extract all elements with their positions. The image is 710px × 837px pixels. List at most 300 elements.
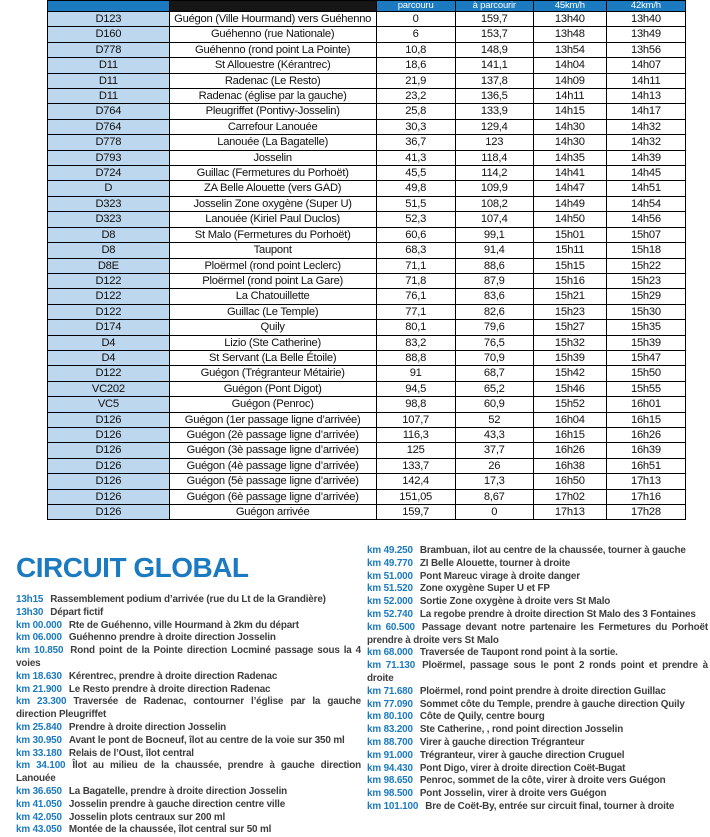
eta-45kmh-cell: 14h30 bbox=[533, 119, 606, 134]
km-marker-label: km 21.900 bbox=[16, 683, 62, 695]
road-code-cell: D126 bbox=[48, 412, 170, 427]
km-a-parcourir-cell: 79,6 bbox=[455, 320, 533, 335]
road-code-cell: D bbox=[48, 181, 170, 196]
km-marker-label: km 51.000 bbox=[367, 570, 413, 582]
circuit-note-item bbox=[367, 724, 708, 737]
eta-42kmh-cell: 15h29 bbox=[606, 289, 685, 304]
table-row bbox=[48, 258, 686, 273]
km-a-parcourir-cell: 68,7 bbox=[455, 366, 533, 381]
note-text: Kérentrec, prendre à droite direction Radenac bbox=[68, 670, 278, 682]
note-text: Rte de Guéhenno, ville Hourmand à 2km du départ bbox=[68, 619, 299, 631]
note-text: Penroc, sommet de la côte, virer à droite vers Guégon bbox=[419, 775, 666, 787]
road-code-cell: D126 bbox=[48, 443, 170, 458]
table-row bbox=[48, 366, 686, 381]
note-text: Trégranteur, virer à gauche direction Cruguel bbox=[419, 749, 625, 761]
location-cell: Ploërmel (rond point La Gare) bbox=[169, 273, 376, 288]
table-row bbox=[48, 381, 686, 396]
circuit-note-item bbox=[367, 609, 708, 622]
note-text: Pont Mareuc virage à droite danger bbox=[419, 570, 580, 582]
road-code-cell: D126 bbox=[48, 427, 170, 442]
km-parcouru-cell: 6 bbox=[376, 27, 455, 42]
circuit-note-item bbox=[16, 760, 361, 786]
km-a-parcourir-cell: 129,4 bbox=[455, 119, 533, 134]
table-row bbox=[48, 58, 686, 73]
eta-42kmh-cell: 13h56 bbox=[606, 42, 685, 57]
eta-45kmh-cell: 14h30 bbox=[533, 135, 606, 150]
note-text: Sommet côte du Temple, prendre à gauche direction Quily bbox=[419, 698, 685, 710]
location-cell: Carrefour Lanouée bbox=[169, 119, 376, 134]
eta-42kmh-cell: 16h15 bbox=[606, 412, 685, 427]
location-cell: Guégon (Ville Hourmand) vers Guéhenno bbox=[169, 12, 376, 27]
km-a-parcourir-cell: 137,8 bbox=[455, 73, 533, 88]
circuit-note-item bbox=[16, 684, 361, 697]
table-row bbox=[48, 150, 686, 165]
eta-42kmh-cell: 13h49 bbox=[606, 27, 685, 42]
eta-45kmh-cell: 15h23 bbox=[533, 304, 606, 319]
location-cell: Pleugriffet (Pontivy-Josselin) bbox=[169, 104, 376, 119]
circuit-note-item bbox=[16, 799, 361, 812]
note-text: Ste Catherine, , rond point direction Josselin bbox=[419, 724, 624, 736]
note-text: La regobe prendre à droite direction St Malo des 3 Fontaines bbox=[419, 608, 696, 620]
table-row bbox=[48, 227, 686, 242]
location-cell: Guégon (2è passage ligne d’arrivée) bbox=[169, 427, 376, 442]
header-road bbox=[48, 1, 170, 12]
note-text: Départ fictif bbox=[50, 606, 104, 618]
header-location bbox=[169, 1, 376, 12]
km-a-parcourir-cell: 123 bbox=[455, 135, 533, 150]
eta-45kmh-cell: 15h52 bbox=[533, 397, 606, 412]
road-code-cell: D764 bbox=[48, 119, 170, 134]
km-parcouru-cell: 51,5 bbox=[376, 196, 455, 211]
table-row bbox=[48, 119, 686, 134]
location-cell: Guégon (1er passage ligne d’arrivée) bbox=[169, 412, 376, 427]
note-text: ZI Belle Alouette, tourner à droite bbox=[419, 557, 571, 569]
eta-42kmh-cell: 14h07 bbox=[606, 58, 685, 73]
eta-42kmh-cell: 14h39 bbox=[606, 150, 685, 165]
km-a-parcourir-cell: 153,7 bbox=[455, 27, 533, 42]
table-row bbox=[48, 289, 686, 304]
eta-42kmh-cell: 15h35 bbox=[606, 320, 685, 335]
table-row bbox=[48, 104, 686, 119]
km-marker-label: km 77.090 bbox=[367, 698, 413, 710]
road-code-cell: D793 bbox=[48, 150, 170, 165]
table-row bbox=[48, 489, 686, 504]
table-row bbox=[48, 474, 686, 489]
km-parcouru-cell: 77,1 bbox=[376, 304, 455, 319]
road-code-cell: D126 bbox=[48, 489, 170, 504]
eta-45kmh-cell: 14h04 bbox=[533, 58, 606, 73]
circuit-note-item bbox=[367, 801, 708, 814]
circuit-note-item bbox=[16, 645, 361, 671]
location-cell: Guégon (3è passage ligne d’arrivée) bbox=[169, 443, 376, 458]
circuit-note-item bbox=[16, 594, 361, 607]
km-parcouru-cell: 49,8 bbox=[376, 181, 455, 196]
road-code-cell: D126 bbox=[48, 474, 170, 489]
eta-42kmh-cell: 16h26 bbox=[606, 427, 685, 442]
km-marker-label: km 41.050 bbox=[16, 798, 62, 810]
location-cell: St Servant (La Belle Étoile) bbox=[169, 350, 376, 365]
note-text: Prendre à droite direction Josselin bbox=[68, 721, 227, 733]
km-marker-label: km 101.100 bbox=[367, 800, 419, 812]
km-marker-label: km 91.000 bbox=[367, 749, 413, 761]
eta-45kmh-cell: 15h16 bbox=[533, 273, 606, 288]
km-a-parcourir-cell: 37,7 bbox=[455, 443, 533, 458]
km-parcouru-cell: 10,8 bbox=[376, 42, 455, 57]
eta-42kmh-cell: 14h32 bbox=[606, 135, 685, 150]
road-code-cell: D122 bbox=[48, 273, 170, 288]
eta-45kmh-cell: 14h11 bbox=[533, 89, 606, 104]
location-cell: Guéhenno (rue Nationale) bbox=[169, 27, 376, 42]
road-code-cell: D174 bbox=[48, 320, 170, 335]
road-code-cell: D160 bbox=[48, 27, 170, 42]
km-parcouru-cell: 91 bbox=[376, 366, 455, 381]
circuit-note-item bbox=[16, 722, 361, 735]
table-row bbox=[48, 443, 686, 458]
km-marker-label: km 83.200 bbox=[367, 724, 413, 736]
eta-45kmh-cell: 15h27 bbox=[533, 320, 606, 335]
km-parcouru-cell: 80,1 bbox=[376, 320, 455, 335]
road-code-cell: D778 bbox=[48, 135, 170, 150]
circuit-note-item bbox=[16, 786, 361, 799]
circuit-note-item bbox=[367, 571, 708, 584]
km-marker-label: km 18.630 bbox=[16, 670, 62, 682]
note-text: Passage devant notre partenaire les Fermetures du Porhoët prendre à droite vers St Malo bbox=[367, 621, 708, 646]
road-code-cell: D122 bbox=[48, 304, 170, 319]
note-text: Pont Josselin, virer à droite vers Guégon bbox=[419, 788, 607, 800]
eta-45kmh-cell: 14h49 bbox=[533, 196, 606, 211]
km-parcouru-cell: 41,3 bbox=[376, 150, 455, 165]
km-parcouru-cell: 142,4 bbox=[376, 474, 455, 489]
km-parcouru-cell: 45,5 bbox=[376, 166, 455, 181]
km-parcouru-cell: 21,9 bbox=[376, 73, 455, 88]
eta-45kmh-cell: 14h50 bbox=[533, 212, 606, 227]
road-code-cell: D724 bbox=[48, 166, 170, 181]
itinerary-table-wrap bbox=[47, 0, 686, 520]
table-row bbox=[48, 27, 686, 42]
km-marker-label: 13h15 bbox=[16, 594, 44, 605]
table-row bbox=[48, 243, 686, 258]
road-code-cell: D11 bbox=[48, 73, 170, 88]
km-parcouru-cell: 151,05 bbox=[376, 489, 455, 504]
km-marker-label: km 94.430 bbox=[367, 762, 413, 774]
table-row bbox=[48, 412, 686, 427]
km-marker-label: km 34.100 bbox=[16, 760, 66, 772]
km-a-parcourir-cell: 26 bbox=[455, 458, 533, 473]
km-parcouru-cell: 18,6 bbox=[376, 58, 455, 73]
eta-45kmh-cell: 16h38 bbox=[533, 458, 606, 473]
table-row bbox=[48, 505, 686, 520]
km-marker-label: km 06.000 bbox=[16, 632, 62, 644]
note-text: Avant le pont de Bocneuf, îlot au centre de la voie sur 350 ml bbox=[68, 734, 345, 746]
km-marker-label: km 43.050 bbox=[16, 824, 62, 836]
eta-45kmh-cell: 15h21 bbox=[533, 289, 606, 304]
table-row bbox=[48, 166, 686, 181]
eta-42kmh-cell: 15h39 bbox=[606, 335, 685, 350]
km-marker-label: km 51.520 bbox=[367, 583, 413, 595]
eta-42kmh-cell: 16h39 bbox=[606, 443, 685, 458]
eta-42kmh-cell: 15h07 bbox=[606, 227, 685, 242]
location-cell: Guégon arrivée bbox=[169, 505, 376, 520]
eta-42kmh-cell: 15h18 bbox=[606, 243, 685, 258]
road-code-cell: D4 bbox=[48, 350, 170, 365]
eta-42kmh-cell: 15h22 bbox=[606, 258, 685, 273]
eta-45kmh-cell: 16h26 bbox=[533, 443, 606, 458]
km-a-parcourir-cell: 148,9 bbox=[455, 42, 533, 57]
km-parcouru-cell: 25,8 bbox=[376, 104, 455, 119]
km-a-parcourir-cell: 70,9 bbox=[455, 350, 533, 365]
km-parcouru-cell: 60,6 bbox=[376, 227, 455, 242]
note-text: Guéhenno prendre à droite direction Josselin bbox=[68, 632, 276, 644]
km-a-parcourir-cell: 107,4 bbox=[455, 212, 533, 227]
eta-42kmh-cell: 15h30 bbox=[606, 304, 685, 319]
itinerary-body bbox=[48, 12, 686, 520]
km-a-parcourir-cell: 91,4 bbox=[455, 243, 533, 258]
km-marker-label: km 36.650 bbox=[16, 785, 62, 797]
note-text: Ploërmel, rond point prendre à droite direction Guillac bbox=[419, 685, 666, 697]
road-code-cell: D778 bbox=[48, 42, 170, 57]
km-marker-label: km 00.000 bbox=[16, 619, 62, 631]
km-parcouru-cell: 71,1 bbox=[376, 258, 455, 273]
road-code-cell: D4 bbox=[48, 335, 170, 350]
eta-42kmh-cell: 14h54 bbox=[606, 196, 685, 211]
table-row bbox=[48, 458, 686, 473]
eta-42kmh-cell: 15h47 bbox=[606, 350, 685, 365]
location-cell: ZA Belle Alouette (vers GAD) bbox=[169, 181, 376, 196]
km-parcouru-cell: 116,3 bbox=[376, 427, 455, 442]
eta-42kmh-cell: 14h32 bbox=[606, 119, 685, 134]
circuit-note-item bbox=[367, 699, 708, 712]
km-a-parcourir-cell: 108,2 bbox=[455, 196, 533, 211]
km-a-parcourir-cell: 52 bbox=[455, 412, 533, 427]
road-code-cell: D11 bbox=[48, 58, 170, 73]
note-text: Virer à gauche direction Trégranteur bbox=[419, 736, 585, 748]
location-cell: St Malo (Fermetures du Porhoët) bbox=[169, 227, 376, 242]
eta-45kmh-cell: 13h48 bbox=[533, 27, 606, 42]
eta-42kmh-cell: 15h50 bbox=[606, 366, 685, 381]
note-text: Traversée de Radenac, contourner l’église par la gauche direction Pleugriffet bbox=[16, 696, 361, 721]
road-code-cell: D11 bbox=[48, 89, 170, 104]
km-a-parcourir-cell: 136,5 bbox=[455, 89, 533, 104]
table-row bbox=[48, 181, 686, 196]
location-cell: Guéhenno (rond point La Pointe) bbox=[169, 42, 376, 57]
circuit-note-item bbox=[367, 647, 708, 660]
note-text: Rond point de la Pointe direction Locminé passage sous la 4 voies bbox=[16, 645, 361, 669]
header-parcouru: parcouru bbox=[376, 1, 455, 12]
note-text: La Bagatelle, prendre à droite direction Josselin bbox=[68, 785, 288, 797]
eta-45kmh-cell: 14h41 bbox=[533, 166, 606, 181]
eta-45kmh-cell: 15h42 bbox=[533, 366, 606, 381]
table-row bbox=[48, 397, 686, 412]
km-marker-label: km 10.850 bbox=[16, 645, 64, 657]
km-a-parcourir-cell: 0 bbox=[455, 505, 533, 520]
eta-45kmh-cell: 15h46 bbox=[533, 381, 606, 396]
location-cell: Ploërmel (rond point Leclerc) bbox=[169, 258, 376, 273]
circuit-note-item bbox=[16, 696, 361, 722]
eta-42kmh-cell: 13h40 bbox=[606, 12, 685, 27]
circuit-note-item bbox=[367, 583, 708, 596]
circuit-note-item bbox=[367, 660, 708, 686]
km-marker-label: km 80.100 bbox=[367, 711, 413, 723]
road-code-cell: VC5 bbox=[48, 397, 170, 412]
note-text: Rassemblement podium d’arrivée (rue du Lt de la Grandière) bbox=[50, 594, 326, 605]
eta-42kmh-cell: 16h01 bbox=[606, 397, 685, 412]
eta-42kmh-cell: 14h17 bbox=[606, 104, 685, 119]
table-row bbox=[48, 320, 686, 335]
eta-45kmh-cell: 13h54 bbox=[533, 42, 606, 57]
km-a-parcourir-cell: 133,9 bbox=[455, 104, 533, 119]
km-parcouru-cell: 0 bbox=[376, 12, 455, 27]
header-42kmh: 42km/h bbox=[606, 1, 685, 12]
km-parcouru-cell: 76,1 bbox=[376, 289, 455, 304]
table-row bbox=[48, 304, 686, 319]
table-row bbox=[48, 89, 686, 104]
circuit-notes-left-column bbox=[16, 594, 361, 837]
eta-42kmh-cell: 14h56 bbox=[606, 212, 685, 227]
km-a-parcourir-cell: 88,6 bbox=[455, 258, 533, 273]
road-code-cell: D126 bbox=[48, 458, 170, 473]
circuit-note-item bbox=[367, 596, 708, 609]
eta-45kmh-cell: 17h02 bbox=[533, 489, 606, 504]
circuit-note-item bbox=[367, 686, 708, 699]
km-parcouru-cell: 94,5 bbox=[376, 381, 455, 396]
eta-42kmh-cell: 15h55 bbox=[606, 381, 685, 396]
location-cell: Lanouée (Kiriel Paul Duclos) bbox=[169, 212, 376, 227]
road-code-cell: D764 bbox=[48, 104, 170, 119]
km-marker-label: km 71.130 bbox=[367, 660, 416, 672]
note-text: Pont Digo, virer à droite direction Coët-Bugat bbox=[419, 762, 626, 774]
km-parcouru-cell: 125 bbox=[376, 443, 455, 458]
km-parcouru-cell: 52,3 bbox=[376, 212, 455, 227]
note-text: Ploërmel, passage sous le pont 2 ronds point et prendre à droite bbox=[367, 660, 708, 684]
km-a-parcourir-cell: 8,67 bbox=[455, 489, 533, 504]
km-a-parcourir-cell: 17,3 bbox=[455, 474, 533, 489]
note-text: Sortie Zone oxygène à droite vers St Malo bbox=[419, 596, 611, 608]
note-text: Bre de Coët-By, entrée sur circuit final, tourner à droite bbox=[425, 800, 675, 812]
road-code-cell: D8 bbox=[48, 227, 170, 242]
note-text: Le Resto prendre à droite direction Radenac bbox=[68, 683, 271, 695]
note-text: Zone oxygène Super U et FP bbox=[419, 583, 550, 595]
circuit-global-title: CIRCUIT GLOBAL bbox=[16, 552, 249, 583]
km-parcouru-cell: 107,7 bbox=[376, 412, 455, 427]
km-marker-label: km 71.680 bbox=[367, 685, 413, 697]
eta-42kmh-cell: 14h51 bbox=[606, 181, 685, 196]
km-marker-label: km 23.300 bbox=[16, 696, 67, 708]
table-row bbox=[48, 335, 686, 350]
circuit-note-item bbox=[367, 737, 708, 750]
location-cell: St Allouestre (Kérantrec) bbox=[169, 58, 376, 73]
road-code-cell: D122 bbox=[48, 366, 170, 381]
km-a-parcourir-cell: 114,2 bbox=[455, 166, 533, 181]
km-marker-label: km 68.000 bbox=[367, 647, 413, 659]
km-marker-label: km 42.050 bbox=[16, 811, 62, 823]
road-code-cell: VC202 bbox=[48, 381, 170, 396]
table-row bbox=[48, 73, 686, 88]
km-marker-label: km 49.250 bbox=[367, 545, 413, 556]
eta-45kmh-cell: 16h50 bbox=[533, 474, 606, 489]
circuit-note-item bbox=[367, 711, 708, 724]
location-cell: Guégon (Pont Digot) bbox=[169, 381, 376, 396]
table-row bbox=[48, 212, 686, 227]
location-cell: Lizio (Ste Catherine) bbox=[169, 335, 376, 350]
km-marker-label: km 30.950 bbox=[16, 734, 62, 746]
table-row bbox=[48, 350, 686, 365]
circuit-note-item bbox=[367, 763, 708, 776]
km-parcouru-cell: 68,3 bbox=[376, 243, 455, 258]
km-parcouru-cell: 98,8 bbox=[376, 397, 455, 412]
circuit-note-item bbox=[16, 812, 361, 825]
road-code-cell: D123 bbox=[48, 12, 170, 27]
header-a-parcourir: à parcourir bbox=[455, 1, 533, 12]
km-parcouru-cell: 159,7 bbox=[376, 505, 455, 520]
table-row bbox=[48, 135, 686, 150]
eta-42kmh-cell: 17h28 bbox=[606, 505, 685, 520]
location-cell: Lanouée (La Bagatelle) bbox=[169, 135, 376, 150]
km-marker-label: 13h30 bbox=[16, 606, 44, 618]
location-cell: Guégon (Trégranteur Métairie) bbox=[169, 366, 376, 381]
road-code-cell: D323 bbox=[48, 212, 170, 227]
eta-45kmh-cell: 14h15 bbox=[533, 104, 606, 119]
km-marker-label: km 33.180 bbox=[16, 747, 62, 759]
eta-45kmh-cell: 15h01 bbox=[533, 227, 606, 242]
table-row bbox=[48, 12, 686, 27]
km-a-parcourir-cell: 76,5 bbox=[455, 335, 533, 350]
km-parcouru-cell: 36,7 bbox=[376, 135, 455, 150]
km-marker-label: km 25.840 bbox=[16, 721, 62, 733]
eta-45kmh-cell: 16h15 bbox=[533, 427, 606, 442]
note-text: Îlot au milieu de la chaussée, prendre à gauche direction Lanouée bbox=[16, 760, 362, 785]
km-a-parcourir-cell: 99,1 bbox=[455, 227, 533, 242]
circuit-note-item bbox=[16, 620, 361, 633]
km-parcouru-cell: 88,8 bbox=[376, 350, 455, 365]
eta-45kmh-cell: 17h13 bbox=[533, 505, 606, 520]
eta-45kmh-cell: 15h32 bbox=[533, 335, 606, 350]
km-a-parcourir-cell: 43,3 bbox=[455, 427, 533, 442]
km-marker-label: km 98.500 bbox=[367, 788, 413, 800]
header-row bbox=[48, 1, 686, 12]
table-row bbox=[48, 42, 686, 57]
location-cell: La Chatouillette bbox=[169, 289, 376, 304]
eta-45kmh-cell: 13h40 bbox=[533, 12, 606, 27]
circuit-note-item bbox=[367, 545, 708, 558]
km-parcouru-cell: 83,2 bbox=[376, 335, 455, 350]
table-row bbox=[48, 427, 686, 442]
note-text: Josselin prendre à gauche direction centre ville bbox=[68, 798, 286, 810]
circuit-note-item bbox=[16, 607, 361, 620]
location-cell: Quily bbox=[169, 320, 376, 335]
location-cell: Josselin bbox=[169, 150, 376, 165]
location-cell: Guillac (Fermetures du Porhoët) bbox=[169, 166, 376, 181]
eta-45kmh-cell: 14h47 bbox=[533, 181, 606, 196]
circuit-note-item bbox=[367, 622, 708, 648]
circuit-note-item bbox=[367, 750, 708, 763]
eta-42kmh-cell: 17h16 bbox=[606, 489, 685, 504]
table-row bbox=[48, 196, 686, 211]
road-code-cell: D8E bbox=[48, 258, 170, 273]
location-cell: Guégon (6è passage ligne d’arrivée) bbox=[169, 489, 376, 504]
road-code-cell: D126 bbox=[48, 505, 170, 520]
note-text: Traversée de Taupont rond point à la sortie. bbox=[419, 647, 618, 659]
location-cell: Guégon (Penroc) bbox=[169, 397, 376, 412]
location-cell: Guégon (5è passage ligne d’arrivée) bbox=[169, 474, 376, 489]
km-marker-label: km 98.650 bbox=[367, 775, 413, 787]
eta-45kmh-cell: 14h09 bbox=[533, 73, 606, 88]
km-parcouru-cell: 30,3 bbox=[376, 119, 455, 134]
location-cell: Josselin Zone oxygène (Super U) bbox=[169, 196, 376, 211]
km-parcouru-cell: 133,7 bbox=[376, 458, 455, 473]
km-parcouru-cell: 23,2 bbox=[376, 89, 455, 104]
circuit-note-item bbox=[367, 788, 708, 801]
km-a-parcourir-cell: 82,6 bbox=[455, 304, 533, 319]
